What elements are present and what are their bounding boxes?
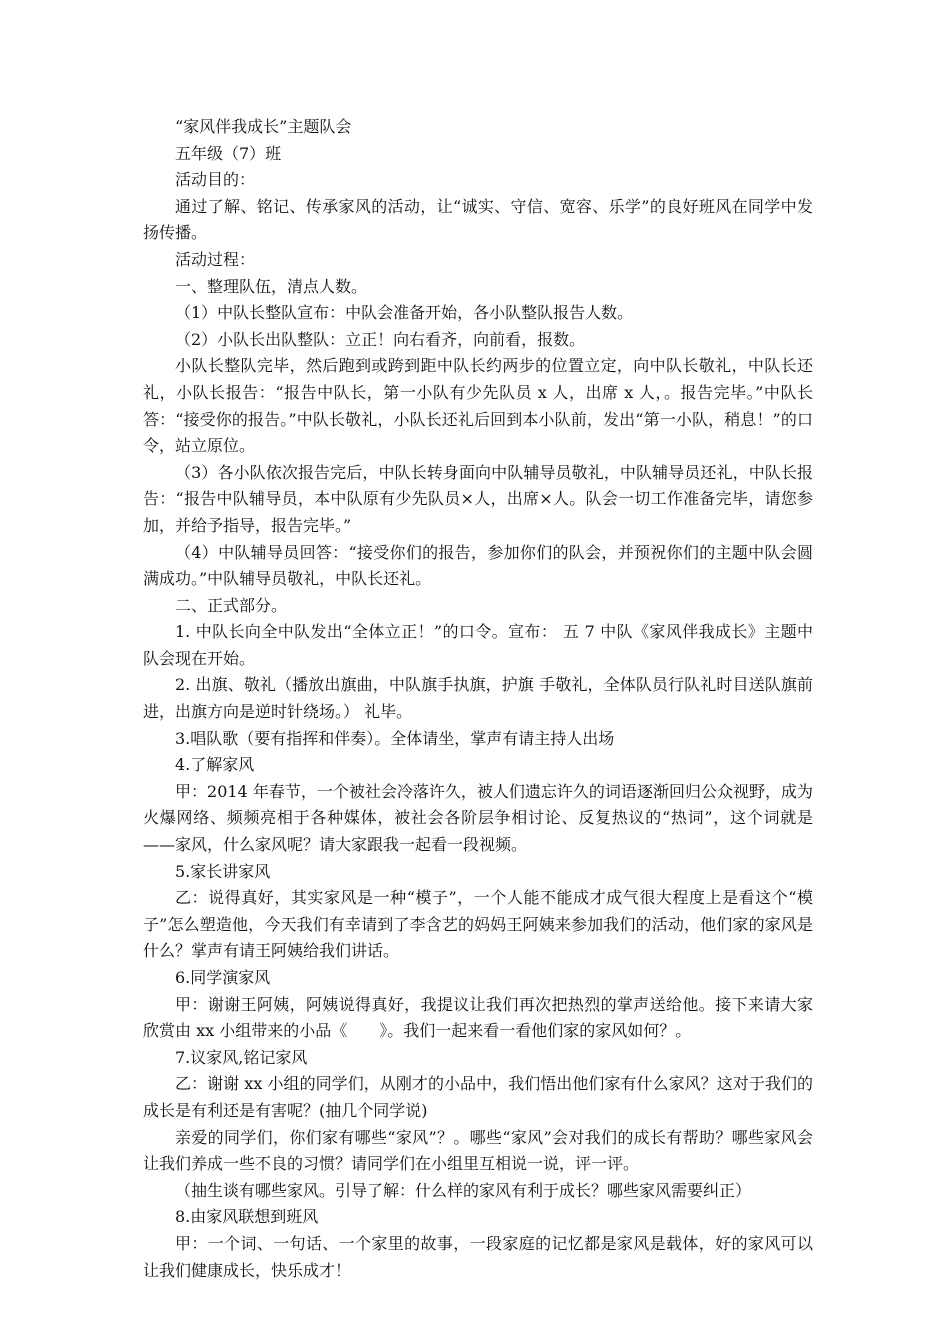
paragraph: （2）小队长出队整队：立正！向右看齐，向前看，报数。: [175, 329, 586, 349]
paragraph: 2. 出旗、敬礼（播放出旗曲，中队旗手执旗，护旗 手敬礼，全体队员行队礼时目送队旗前进，出旗方向是逆时针绕场。） 礼毕。: [143, 675, 813, 722]
paragraph: 亲爱的同学们，你们家有哪些“家风”？。哪些“家风”会对我们的成长有帮助？哪些家风会让我们养成一些不良的习惯？请同学们在小组里互相说一说，评一评。: [143, 1127, 813, 1174]
paragraph: 通过了解、铭记、传承家风的活动，让“诚实、守信、宽容、乐学”的良好班风在同学中发扬传播。: [143, 196, 813, 243]
paragraph: 3.唱队歌（要有指挥和伴奏）。全体请坐，掌声有请主持人出场: [175, 728, 615, 748]
paragraph: 甲：谢谢王阿姨，阿姨说得真好，我提议让我们再次把热烈的掌声送给他。接下来请大家欣赏由 xx 小组带来的小品《 》。我们一起来看一看他们家的家风如何？。: [143, 994, 813, 1041]
class-name: 五年级（7）班: [175, 143, 282, 163]
subheading: 8.由家风联想到班风: [175, 1207, 319, 1227]
section-heading-process: 活动过程：: [175, 249, 256, 269]
paragraph: （4）中队辅导员回答：“接受你们的报告，参加你们的队会，并预祝你们的主题中队会圆满成功。”中队辅导员敬礼，中队长还礼。: [143, 542, 813, 589]
paragraph: （3）各小队依次报告完后，中队长转身面向中队辅导员敬礼，中队辅导员还礼，中队长报告：“报告中队辅导员，本中队原有少先队员×人，出席×人。队会一切工作准备完毕，请您参加，并给予指导，报告完毕。”: [143, 462, 813, 535]
paragraph: 小队长整队完毕，然后跑到或跨到距中队长约两步的位置立定，向中队长敬礼，中队长还礼，小队长报告：“报告中队长，第一小队有少先队员 x 人，出席 x 人，。报告完毕。”中队长答：“接受你的报告。”中队长敬礼，小队长还礼后回到本小队前，发出“第一小队，稍息！”的口令，站立原位。: [143, 356, 813, 456]
section-heading-purpose: 活动目的：: [175, 170, 256, 190]
paragraph: 甲：2014 年春节，一个被社会冷落许久，被人们遗忘许久的词语逐渐回归公众视野，成为火爆网络、频频亮相于各种媒体，被社会各阶层争相讨论、反复热议的“热词”，这个词就是——家风，什么家风呢？请大家跟我一起看一段视频。: [143, 781, 813, 855]
paragraph: 乙：谢谢 xx 小组的同学们，从刚才的小品中，我们悟出他们家有什么家风？这对于我们的成长是有利还是有害呢？(抽几个同学说): [143, 1074, 813, 1120]
subheading: 7.议家风,铭记家风: [175, 1047, 308, 1067]
subheading: 6.同学演家风: [175, 968, 271, 987]
paragraph: （1）中队长整队宣布：中队会准备开始，各小队整队报告人数。: [175, 303, 634, 323]
paragraph: 1. 中队长向全中队发出“全体立正！”的口令。宣布： 五 7 中队《家风伴我成长》主题中队会现在开始。: [143, 622, 813, 668]
section-heading-step-2: 二、正式部分。: [175, 595, 288, 615]
subheading: 4.了解家风: [175, 755, 255, 775]
section-heading-step-1: 一、整理队伍，清点人数。: [175, 276, 368, 296]
paragraph: （抽生谈有哪些家风。引导了解：什么样的家风有利于成长？哪些家风需要纠正）: [175, 1180, 752, 1200]
document-body: [143, 114, 813, 1284]
paragraph: 乙：说得真好，其实家风是一种“模子”，一个人能不能成才成气很大程度上是看这个“模子”怎么塑造他，今天我们有幸请到了李含艺的妈妈王阿姨来参加我们的活动，他们家的家风是什么？掌声有请王阿姨给我们讲话。: [143, 888, 813, 961]
subheading: 5.家长讲家风: [175, 861, 271, 881]
doc-title: “家风伴我成长”主题队会: [175, 117, 352, 136]
paragraph: 甲：一个词、一句话、一个家里的故事，一段家庭的记忆都是家风是载体，好的家风可以让我们健康成长，快乐成才！: [143, 1233, 813, 1280]
